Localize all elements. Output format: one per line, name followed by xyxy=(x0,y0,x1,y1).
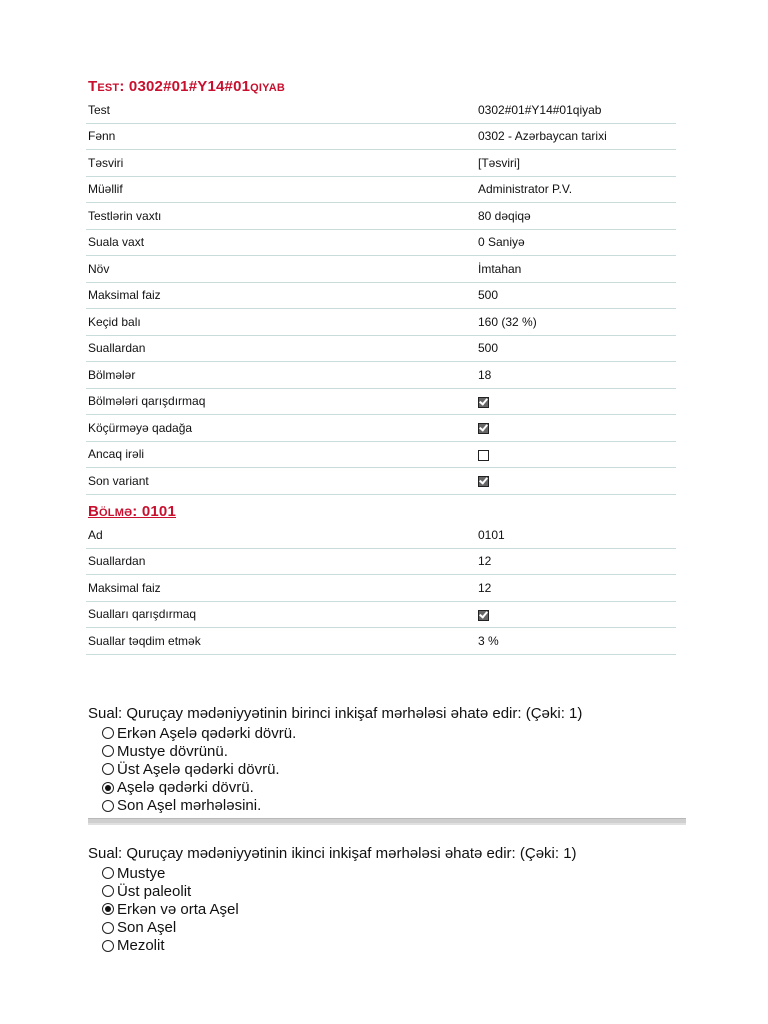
row-key: Suallardan xyxy=(86,335,476,362)
checkbox-checked-icon xyxy=(478,423,489,434)
table-row xyxy=(86,628,676,655)
row-value: 18 xyxy=(476,362,676,389)
question-1 xyxy=(88,705,582,815)
table-row xyxy=(86,229,676,256)
row-key: Sualları qarışdırmaq xyxy=(86,601,476,628)
row-key: Ad xyxy=(86,522,476,548)
option-label: Üst Aşelə qədərki dövrü. xyxy=(117,760,280,778)
checkbox-checked-icon xyxy=(478,610,489,621)
option-label: Erkən Aşelə qədərki dövrü. xyxy=(117,724,297,742)
answer-option[interactable] xyxy=(102,900,577,918)
row-key: Fənn xyxy=(86,123,476,150)
row-value: 0302 - Azərbaycan tarixi xyxy=(476,123,676,150)
radio-unselected-icon[interactable] xyxy=(102,727,114,739)
table-row xyxy=(86,309,676,336)
option-label: Mustye dövrünü. xyxy=(117,742,228,760)
table-row xyxy=(86,441,676,468)
table-row xyxy=(86,97,676,123)
checkbox-checked-icon xyxy=(478,476,489,487)
section-title[interactable]: Bölmə: 0101 xyxy=(88,503,176,520)
row-key: Müəllif xyxy=(86,176,476,203)
row-value: Administrator P.V. xyxy=(476,176,676,203)
row-key: Maksimal faiz xyxy=(86,282,476,309)
answer-option[interactable] xyxy=(102,742,582,760)
row-value: 160 (32 %) xyxy=(476,309,676,336)
row-value: 80 dəqiqə xyxy=(476,203,676,230)
radio-unselected-icon[interactable] xyxy=(102,867,114,879)
answer-option[interactable] xyxy=(102,797,582,815)
row-key: Suallardan xyxy=(86,548,476,575)
question-text: Sual: Quruçay mədəniyyətinin birinci inkişaf mərhələsi əhatə edir: (Çəki: 1) xyxy=(88,705,583,722)
table-row xyxy=(86,601,676,628)
answer-option[interactable] xyxy=(102,864,577,882)
row-key: Təsviri xyxy=(86,150,476,177)
table-row xyxy=(86,468,676,495)
option-label: Mustye xyxy=(117,864,166,882)
question-text: Sual: Quruçay mədəniyyətinin ikinci inkişaf mərhələsi əhatə edir: (Çəki: 1) xyxy=(88,845,577,862)
row-key: Keçid balı xyxy=(86,309,476,336)
table-row xyxy=(86,256,676,283)
option-label: Üst paleolit xyxy=(117,882,192,900)
radio-unselected-icon[interactable] xyxy=(102,922,114,934)
row-key: Növ xyxy=(86,256,476,283)
table-row xyxy=(86,335,676,362)
question-2 xyxy=(88,845,577,955)
row-key: Test xyxy=(86,97,476,123)
answer-option[interactable] xyxy=(102,760,582,778)
option-label: Erkən və orta Aşel xyxy=(117,900,239,918)
test-info-table xyxy=(86,97,676,495)
radio-selected-icon[interactable] xyxy=(102,782,114,794)
row-value: 0302#01#Y14#01qiyab xyxy=(476,97,676,123)
row-key: Köçürməyə qadağa xyxy=(86,415,476,442)
table-row xyxy=(86,362,676,389)
answer-option[interactable] xyxy=(102,937,577,955)
row-key: Bölmələr xyxy=(86,362,476,389)
option-label: Mezolit xyxy=(117,937,165,955)
table-row xyxy=(86,203,676,230)
radio-selected-icon[interactable] xyxy=(102,903,114,915)
row-key: Ancaq irəli xyxy=(86,441,476,468)
radio-unselected-icon[interactable] xyxy=(102,940,114,952)
row-value: [Təsviri] xyxy=(476,150,676,177)
row-key: Maksimal faiz xyxy=(86,575,476,602)
table-row xyxy=(86,282,676,309)
table-row xyxy=(86,123,676,150)
row-value: 12 xyxy=(476,575,676,602)
table-row xyxy=(86,548,676,575)
radio-unselected-icon[interactable] xyxy=(102,745,114,757)
answer-option[interactable] xyxy=(102,882,577,900)
option-label: Aşelə qədərki dövrü. xyxy=(117,779,254,797)
radio-unselected-icon[interactable] xyxy=(102,885,114,897)
row-value xyxy=(476,468,676,495)
table-row xyxy=(86,176,676,203)
row-value: 500 xyxy=(476,282,676,309)
row-value xyxy=(476,415,676,442)
table-row xyxy=(86,522,676,548)
radio-unselected-icon[interactable] xyxy=(102,800,114,812)
row-value xyxy=(476,441,676,468)
section-info-table xyxy=(86,522,676,655)
row-value xyxy=(476,388,676,415)
row-value: 0101 xyxy=(476,522,676,548)
checkbox-unchecked-icon xyxy=(478,450,489,461)
row-value: 500 xyxy=(476,335,676,362)
table-row xyxy=(86,150,676,177)
test-title: Test: 0302#01#Y14#01qiyab xyxy=(88,78,285,95)
row-value: 3 % xyxy=(476,628,676,655)
row-key: Bölmələri qarışdırmaq xyxy=(86,388,476,415)
radio-unselected-icon[interactable] xyxy=(102,763,114,775)
option-label: Son Aşel mərhələsini. xyxy=(117,797,262,815)
answer-option[interactable] xyxy=(102,919,577,937)
answer-option[interactable] xyxy=(102,779,582,797)
row-value: 0 Saniyə xyxy=(476,229,676,256)
question-divider xyxy=(88,818,686,825)
row-value xyxy=(476,601,676,628)
table-row xyxy=(86,575,676,602)
row-key: Testlərin vaxtı xyxy=(86,203,476,230)
table-row xyxy=(86,415,676,442)
option-label: Son Aşel xyxy=(117,919,177,937)
row-key: Son variant xyxy=(86,468,476,495)
checkbox-checked-icon xyxy=(478,397,489,408)
row-value: İmtahan xyxy=(476,256,676,283)
table-row xyxy=(86,388,676,415)
row-key: Suallar təqdim etmək xyxy=(86,628,476,655)
row-value: 12 xyxy=(476,548,676,575)
answer-option[interactable] xyxy=(102,724,582,742)
row-key: Suala vaxt xyxy=(86,229,476,256)
